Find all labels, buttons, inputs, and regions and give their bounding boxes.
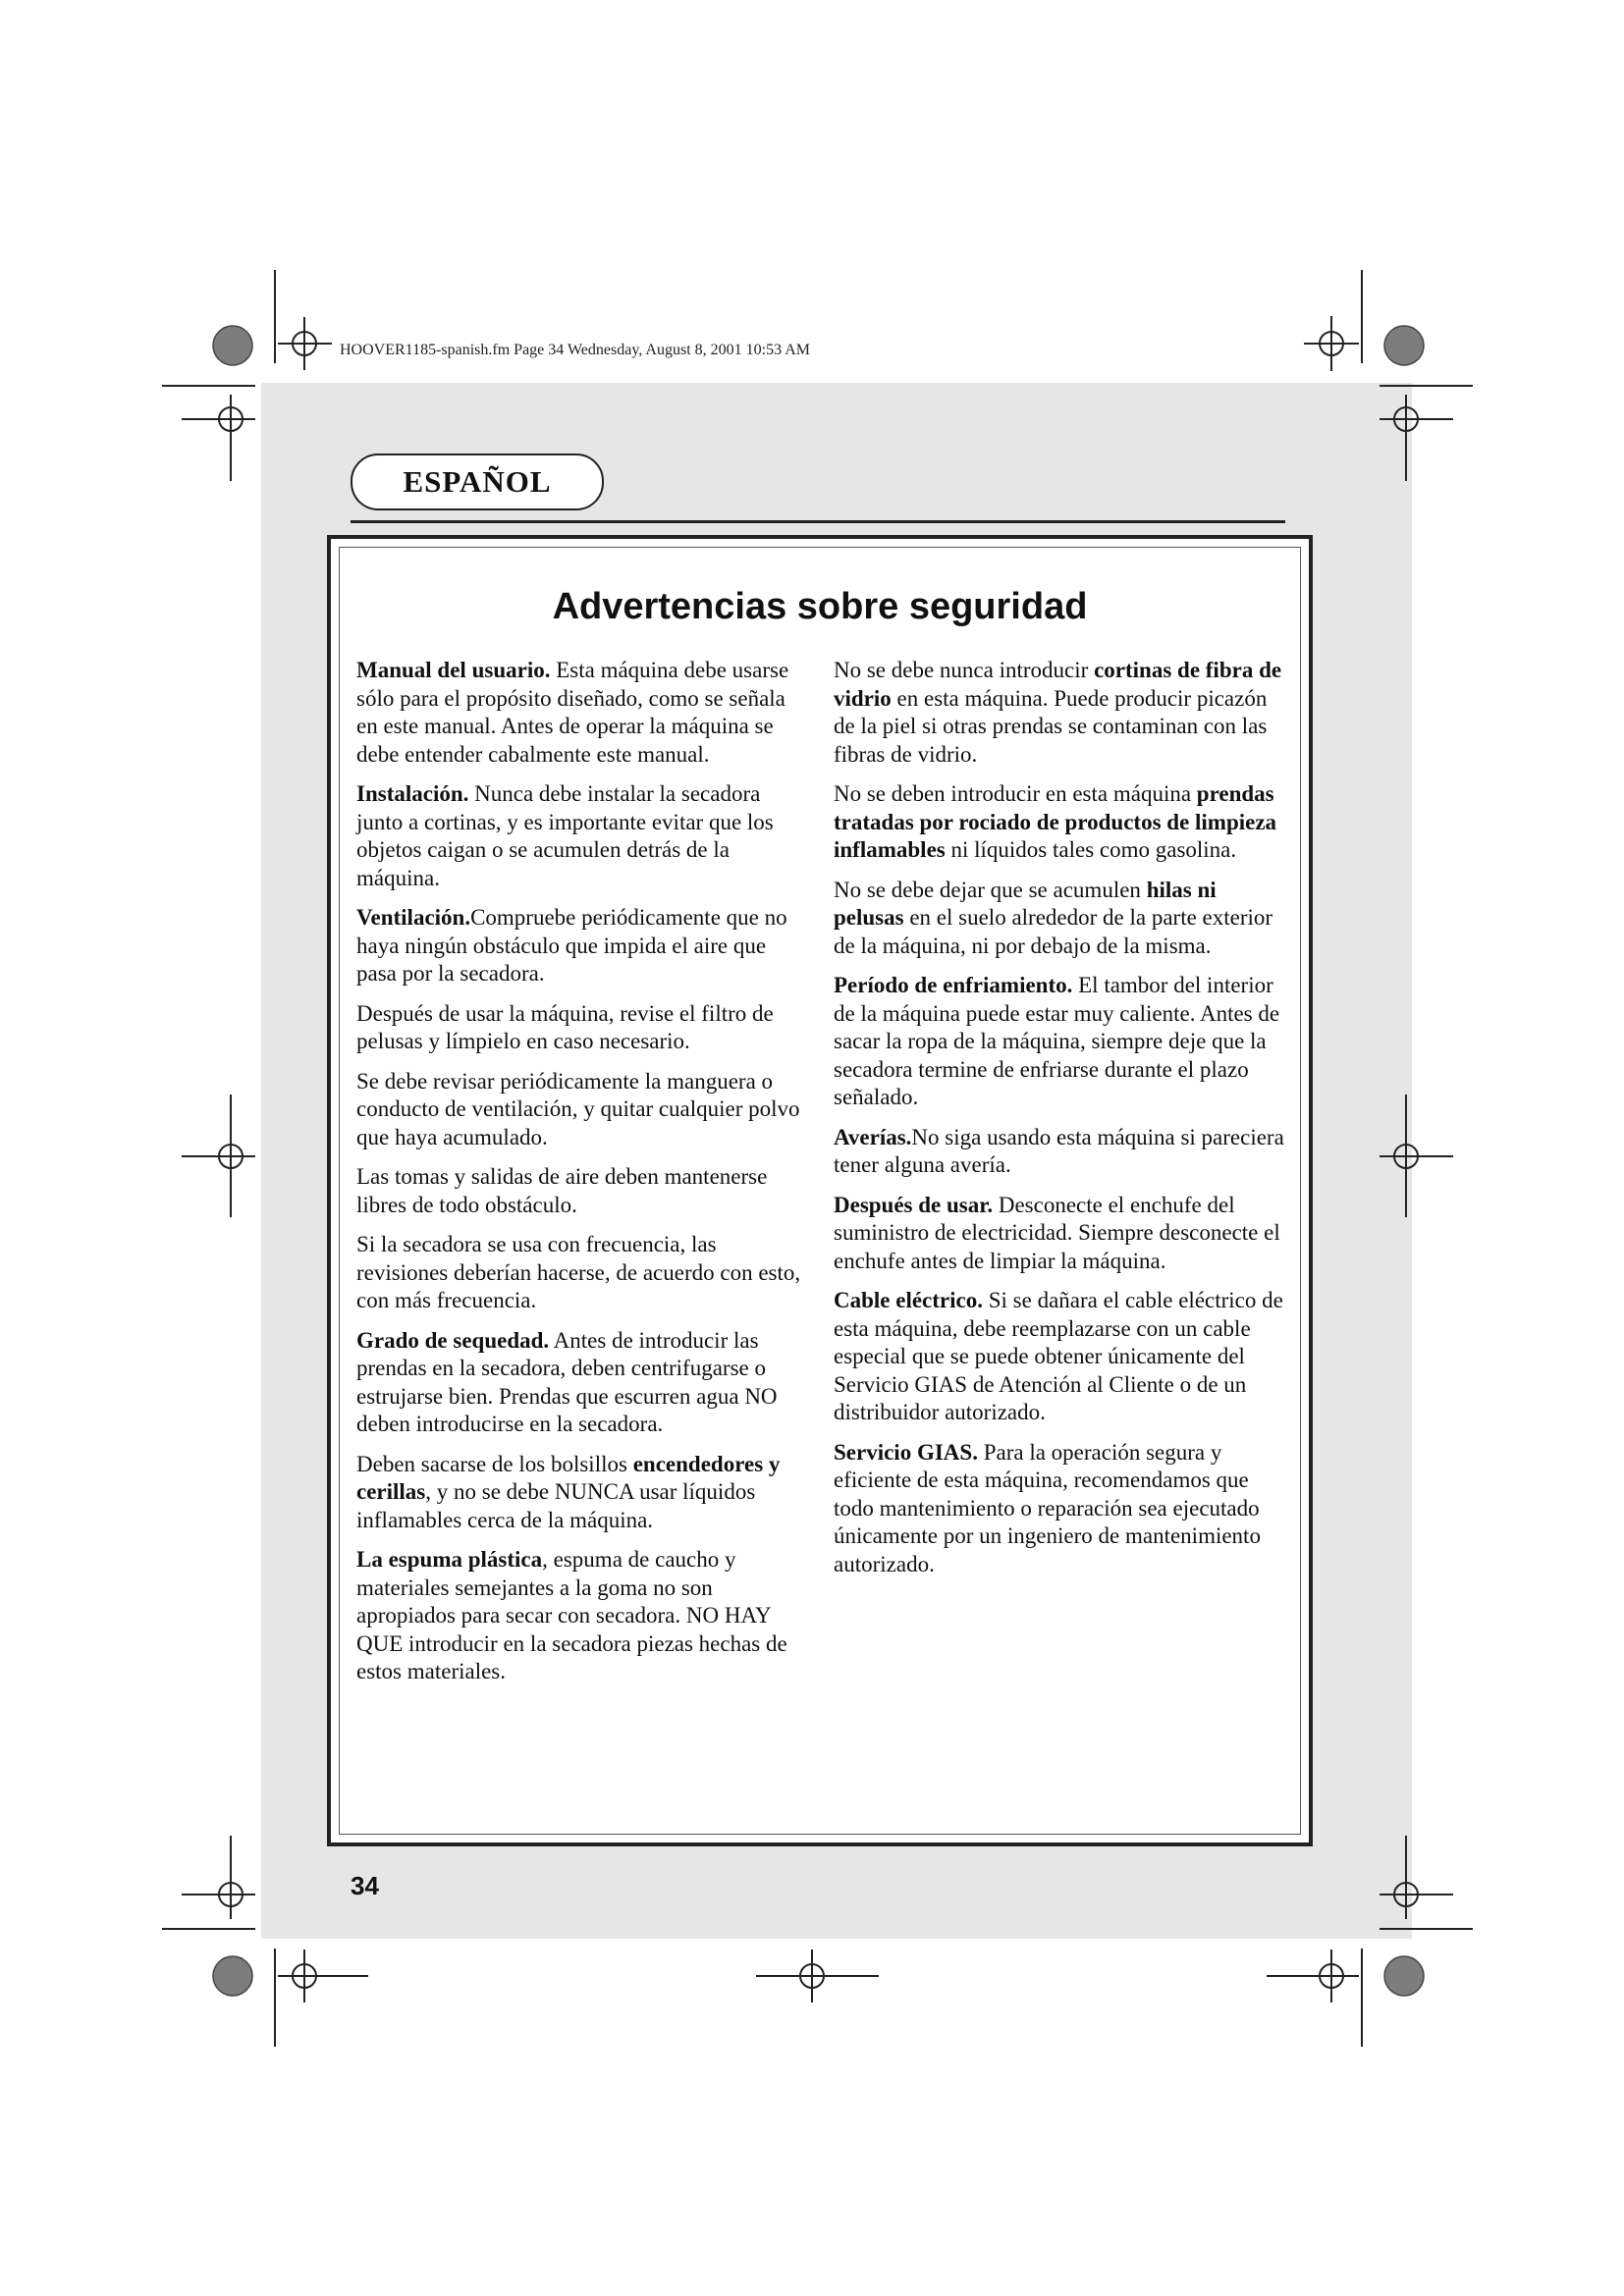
paragraph-bold: Ventilación. <box>356 905 471 930</box>
paragraph-text: en esta máquina. Puede producir picazón de la piel si otras prendas se contaminan con las fibras de vidrio. <box>834 685 1268 767</box>
paragraph-bold: Manual del usuario. <box>356 658 551 682</box>
paragraph <box>834 1439 1285 1579</box>
paragraph-text: , espuma de caucho y materiales semejantes a la goma no son apropiados para secar con secadora. NO HAY QUE introducir en la secadora piezas hechas de estos materiales. <box>356 1547 787 1683</box>
paragraph <box>356 657 808 769</box>
paragraph-text: Nunca debe instalar la secadora junto a cortinas, y es importante evitar que los objetos caigan o se acumulen detrás de la máquina. <box>356 781 774 890</box>
paragraph-text: , y no se debe NUNCA usar líquidos inflamables cerca de la máquina. <box>356 1479 756 1532</box>
paragraph-text: No se deben introducir en esta máquina <box>834 781 1197 806</box>
page-title: Advertencias sobre seguridad <box>552 586 1088 627</box>
paragraph-bold: Cable eléctrico. <box>834 1288 983 1312</box>
paragraph-text: El tambor del interior de la máquina puede estar muy caliente. Antes de sacar la ropa de la máquina, siempre deje que la secadora termine de enfriarse durante el plazo señalado. <box>834 973 1280 1109</box>
paragraph-bold: La espuma plástica <box>356 1547 543 1572</box>
paragraph <box>834 657 1285 769</box>
paragraph <box>356 904 808 988</box>
paragraph-bold: hilas ni pelusas <box>834 877 1217 930</box>
paragraph-text: Si se dañara el cable eléctrico de esta máquina, debe reemplazarse con un cable especial que se puede obtener únicamente del Servicio GIAS de Atención al Cliente o de un distribuidor autorizado. <box>834 1288 1283 1424</box>
paragraph-text: Si la secadora se usa con frecuencia, las revisiones deberían hacerse, de acuerdo con esto, con más frecuencia. <box>356 1232 801 1312</box>
paragraph <box>834 877 1285 961</box>
paragraph <box>356 1231 808 1315</box>
left-column <box>356 657 808 1698</box>
paragraph-bold: Averías. <box>834 1124 912 1149</box>
paragraph-bold: Servicio GIAS. <box>834 1439 978 1465</box>
paragraph-text: Desconecte el enchufe del suministro de electricidad. Siempre desconecte el enchufe antes de limpiar la máquina. <box>834 1192 1280 1273</box>
paragraph-text: Deben sacarse de los bolsillos <box>356 1451 633 1476</box>
paragraph <box>356 1546 808 1686</box>
paragraph-bold: cortinas de fibra de vidrio <box>834 658 1282 711</box>
right-column <box>834 657 1285 1590</box>
file-header: HOOVER1185-spanish.fm Page 34 Wednesday, August 8, 2001 10:53 AM <box>340 342 810 358</box>
paragraph-bold: Período de enfriamiento. <box>834 973 1073 997</box>
paragraph-text: en el suelo alrededor de la parte exterior de la máquina, ni por debajo de la misma. <box>834 905 1273 958</box>
paragraph <box>356 1451 808 1535</box>
paragraph-text: Las tomas y salidas de aire deben mantenerse libres de todo obstáculo. <box>356 1164 768 1217</box>
paragraph <box>834 1124 1285 1180</box>
paragraph <box>356 780 808 892</box>
paragraph-bold: Después de usar. <box>834 1192 994 1217</box>
header-rule <box>351 520 1285 523</box>
paragraph <box>834 780 1285 865</box>
paragraph <box>356 1163 808 1219</box>
paragraph <box>834 1192 1285 1276</box>
paragraph-bold: Grado de sequedad. <box>356 1327 550 1353</box>
paragraph-text: No se debe nunca introducir <box>834 658 1095 682</box>
paragraph-text: Se debe revisar periódicamente la manguera o conducto de ventilación, y quitar cualquier polvo que haya acumulado. <box>356 1068 800 1149</box>
paragraph-text: No se debe dejar que se acumulen <box>834 877 1147 902</box>
paragraph-text: Para la operación segura y eficiente de esta máquina, recomendamos que todo mantenimiento o reparación sea ejecutado únicamente por un ingeniero de mantenimiento autorizado. <box>834 1439 1261 1576</box>
paragraph <box>834 972 1285 1112</box>
paragraph-text: Esta máquina debe usarse sólo para el propósito diseñado, como se señala en este manual. Antes de operar la máquina se debe entender cabalmente este manual. <box>356 658 789 767</box>
paragraph-text: Después de usar la máquina, revise el filtro de pelusas y límpielo en caso necesario. <box>356 1000 774 1053</box>
paragraph-text: Compruebe periódicamente que no haya ningún obstáculo que impida el aire que pasa por la secadora. <box>356 905 787 986</box>
paragraph-text: No siga usando esta máquina si pareciera tener alguna avería. <box>834 1124 1284 1177</box>
paragraph <box>356 1068 808 1152</box>
page-number: 34 <box>351 1871 379 1900</box>
paragraph <box>356 1327 808 1439</box>
paragraph-bold: encendedores y cerillas <box>356 1451 781 1504</box>
paragraph-bold: prendas tratadas por rociado de productos de limpieza inflamables <box>834 781 1277 862</box>
language-tab: ESPAÑOL <box>351 454 604 510</box>
content-box <box>327 535 1313 1846</box>
paragraph <box>356 1000 808 1056</box>
paragraph-bold: Instalación. <box>356 781 469 806</box>
paragraph <box>834 1287 1285 1427</box>
paragraph-text: Antes de introducir las prendas en la secadora, deben centrifugarse o estrujarse bien. Prendas que escurren agua NO deben introducirse en la secadora. <box>356 1327 778 1436</box>
paragraph-text: ni líquidos tales como gasolina. <box>945 837 1237 862</box>
